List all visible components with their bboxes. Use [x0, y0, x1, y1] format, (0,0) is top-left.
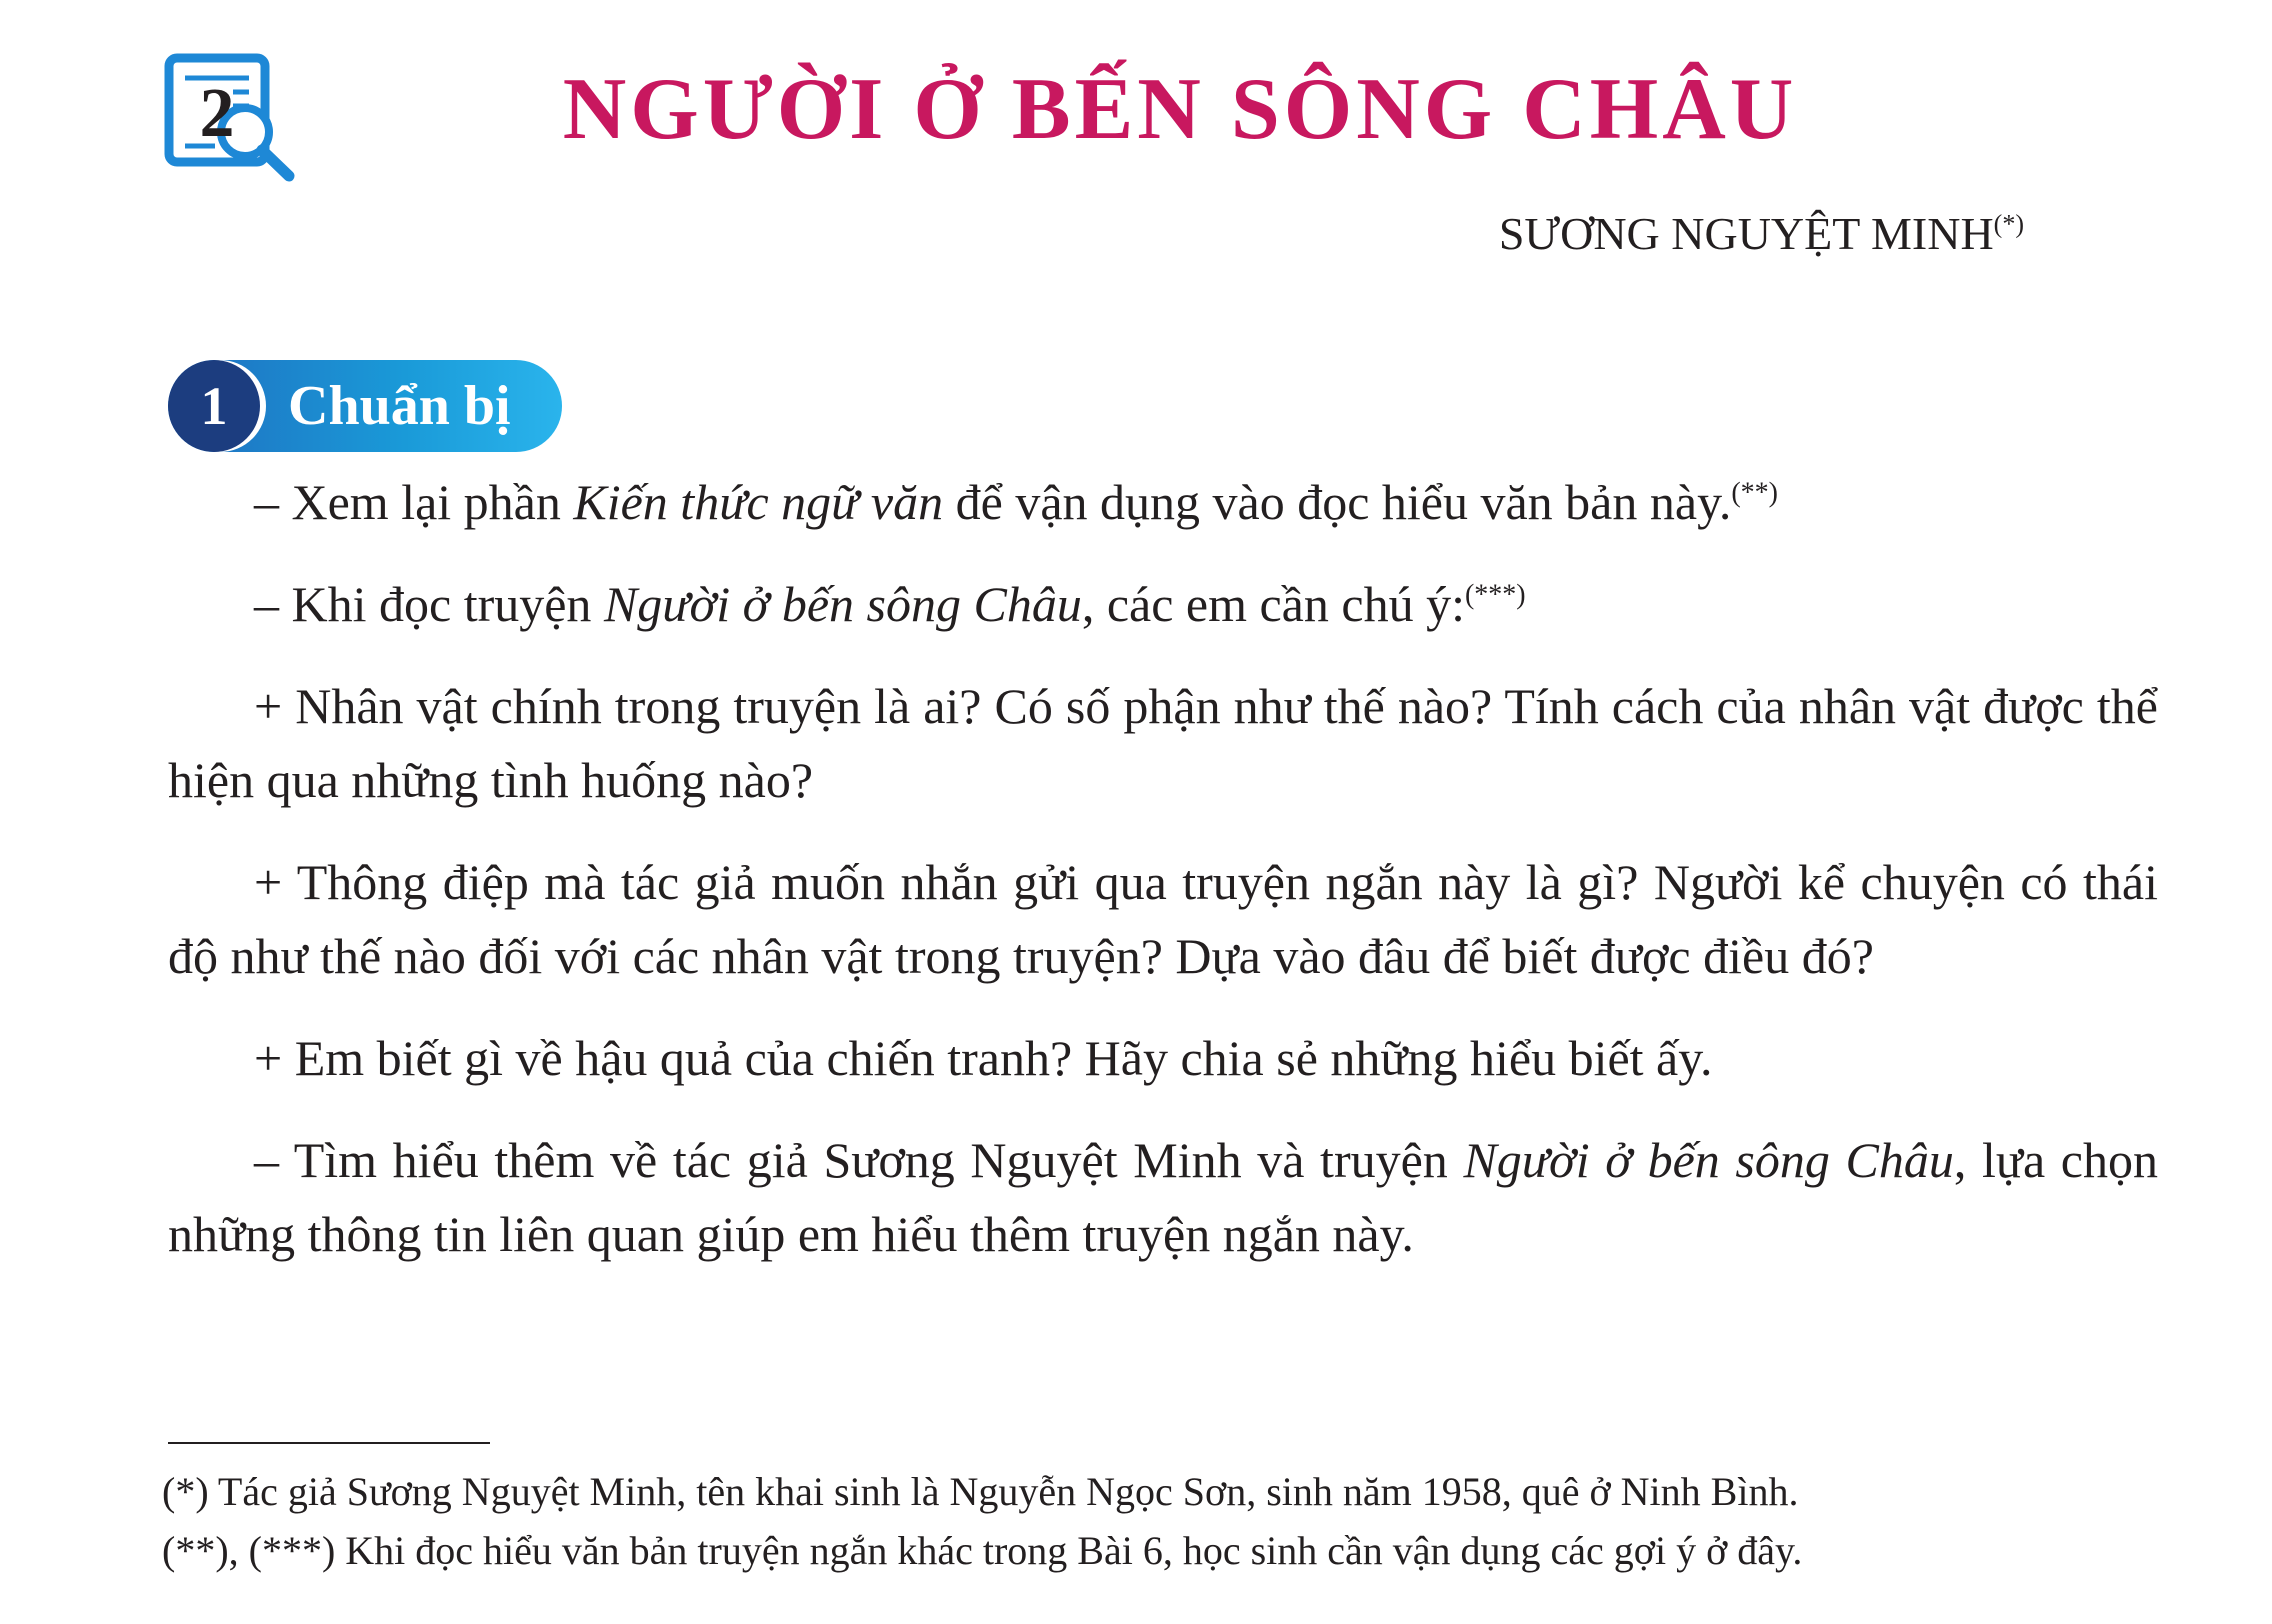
footnote-divider — [168, 1442, 490, 1444]
document-search-icon — [163, 52, 300, 183]
footnote-author: (*) Tác giả Sương Nguyệt Minh, tên khai sinh là Nguyễn Ngọc Sơn, sinh năm 1958, quê ở Ninh Bình. — [162, 1469, 1799, 1514]
footnotes — [162, 1462, 2162, 1580]
italic-story-title: Người ở bến sông Châu — [1463, 1132, 1954, 1188]
author-name: SƯƠNG NGUYỆT MINH — [1498, 208, 1994, 259]
paragraph-text: – Xem lại phần — [254, 474, 574, 530]
paragraph-question-character: + Nhân vật chính trong truyện là ai? Có số phận như thế nào? Tính cách của nhân vật được thể hiện qua những tình huống nào? — [168, 678, 2158, 808]
paragraph-review — [168, 465, 2158, 539]
footnote-mark: (**) — [1731, 477, 1778, 509]
italic-story-title: Người ở bến sông Châu — [603, 576, 1082, 632]
body-text — [168, 465, 2158, 1271]
paragraph-research — [168, 1123, 2158, 1271]
paragraph-reading-notes — [168, 567, 2158, 641]
author-footnote-mark: (*) — [1993, 209, 2024, 239]
paragraph-text: , lựa chọn những thông tin liên quan giúp em hiểu thêm truyện ngắn này. — [168, 1132, 2158, 1262]
paragraph-question-message: + Thông điệp mà tác giả muốn nhắn gửi qua truyện ngắn này là gì? Người kể chuyện có thái độ như thế nào đối với các nhân vật trong truyện? Dựa vào đâu để biết được điều đó? — [168, 854, 2158, 984]
paragraph-text: – Khi đọc truyện — [254, 576, 604, 632]
page-title: NGƯỜI Ở BẾN SÔNG CHÂU — [562, 61, 1798, 158]
italic-term: Kiến thức ngữ văn — [573, 474, 944, 530]
section-heading — [168, 360, 562, 452]
footnote-mark: (***) — [1464, 579, 1526, 611]
author — [1499, 206, 2024, 261]
section-title: Chuẩn bị — [288, 375, 511, 437]
section-number: 1 — [168, 360, 260, 452]
paragraph-text: , các em cần chú ý: — [1081, 576, 1465, 632]
paragraph-text: để vận dụng vào đọc hiểu văn bản này. — [943, 474, 1732, 530]
lesson-number: 2 — [199, 75, 235, 152]
paragraph-text: – Tìm hiểu thêm về tác giả Sương Nguyệt Minh và truyện — [254, 1132, 1464, 1188]
footnote-hints: (**), (***) Khi đọc hiểu văn bản truyện ngắn khác trong Bài 6, học sinh cần vận dụng các gợi ý ở đây. — [162, 1528, 1803, 1573]
paragraph-question-war: + Em biết gì về hậu quả của chiến tranh? Hãy chia sẻ những hiểu biết ấy. — [254, 1030, 1713, 1086]
